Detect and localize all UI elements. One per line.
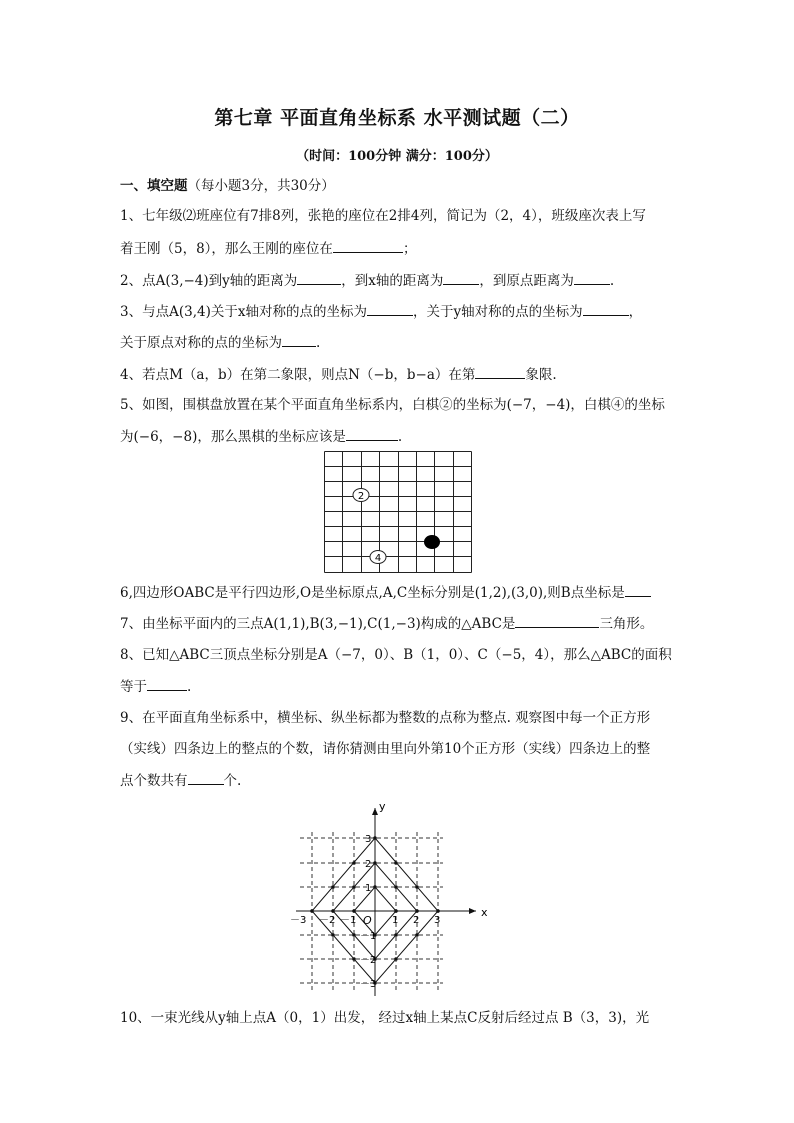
black-stone — [424, 535, 440, 549]
white-stone-label: 4 — [374, 553, 382, 564]
question-6-text: 6,四边形OABC是平行四边形,O是坐标原点,A,C坐标分别是(1,2),(3,0),则B点坐标是 — [120, 585, 625, 601]
x-tick-label: 2 — [413, 915, 420, 926]
y-tick-label: 2 — [365, 859, 372, 870]
go-board-figure — [324, 451, 472, 573]
question-7-text-a: 7、由坐标平面内的三点A(1,1),B(3,−1),C(1,−3)构成的△ABC是 — [120, 616, 516, 632]
x-tick-label: －1 — [340, 915, 357, 926]
section-note: （每小题3分，共30分） — [187, 178, 335, 194]
question-4-text-a: 4、若点M（a，b）在第二象限，则点N（−b，b−a）在第 — [120, 367, 476, 383]
answer-blank[interactable] — [346, 426, 398, 441]
answer-blank[interactable] — [297, 270, 341, 285]
question-3-text-c: ， — [628, 304, 643, 320]
y-tick-label: －3 — [360, 979, 377, 990]
axes — [296, 808, 476, 996]
section-heading — [120, 176, 335, 196]
y-tick-label: 1 — [365, 883, 372, 894]
white-stone-2 — [353, 489, 369, 503]
y-tick-labels — [360, 834, 376, 990]
y-axis-label: y — [379, 800, 386, 813]
question-2-text-b: ，到x轴的距离为 — [341, 273, 444, 289]
y-tick-label: －1 — [360, 931, 377, 942]
section-name: 一、填空题 — [120, 178, 188, 194]
question-3-text-b: ，关于y轴对称的点的坐标为 — [412, 304, 583, 320]
answer-blank[interactable] — [188, 770, 224, 785]
question-7-text-b: 三角形。 — [599, 616, 654, 632]
question-3-text-a: 3、与点A(3,4)关于x轴对称的点的坐标为 — [120, 304, 367, 320]
question-2-text-a: 2、点A(3,−4)到y轴的距离为 — [120, 273, 298, 289]
go-board-grid — [325, 452, 472, 573]
question-5-end: . — [397, 429, 403, 445]
integer-points-figure — [288, 800, 498, 996]
question-9-text: 点个数共有 — [120, 773, 188, 789]
question-3-line-1 — [120, 301, 642, 322]
question-5-text: 为(−6，−8)，那么黑棋的坐标应该是 — [120, 429, 346, 445]
answer-blank[interactable] — [475, 364, 525, 379]
question-8-line-1: 8、已知△ABC三顶点坐标分别是A（−7，0）、B（1，0）、C（−5，4），那么△ABC的面积 — [120, 647, 672, 663]
y-tick-label: 3 — [365, 834, 372, 845]
x-axis-label: x — [481, 906, 488, 919]
x-tick-label: －3 — [290, 915, 307, 926]
x-tick-label: －2 — [319, 915, 336, 926]
question-3-line-2 — [120, 332, 320, 353]
x-tick-label: 3 — [434, 915, 441, 926]
question-1-end: ； — [402, 241, 417, 257]
question-9-line-2: （实线）四条边上的整点的个数，请你猜测由里向外第10个正方形（实线）四条边上的整 — [120, 741, 651, 757]
question-8-end: . — [187, 679, 192, 695]
answer-blank[interactable] — [625, 582, 651, 597]
question-4-text-b: 象限. — [525, 367, 557, 383]
answer-blank[interactable] — [282, 332, 316, 347]
x-axis-arrow-icon — [469, 908, 476, 914]
answer-blank[interactable] — [583, 301, 629, 316]
question-6 — [120, 582, 651, 603]
answer-blank[interactable] — [333, 238, 403, 253]
exam-info: （时间：100分钟 满分：100分） — [296, 149, 498, 164]
question-9-line-1: 9、在平面直角坐标系中，横坐标、纵坐标都为整数的点称为整点. 观察图中每一个正方形 — [120, 710, 651, 726]
question-10-line-1: 10、一束光线从y轴上点A（0，1）出发， 经过x轴上某点C反射后经过点 B（3，3)，光 — [120, 1010, 650, 1026]
answer-blank[interactable] — [574, 270, 610, 285]
y-axis-arrow-icon — [372, 808, 378, 815]
answer-blank[interactable] — [147, 676, 187, 691]
question-1-text: 着王刚（5，8），那么王刚的座位在 — [120, 241, 333, 257]
y-tick-label: －2 — [360, 955, 377, 966]
question-3-text-d: 关于原点对称的点的坐标为 — [120, 335, 282, 351]
question-5-line-2 — [120, 426, 402, 447]
question-4 — [120, 364, 557, 385]
question-9-line-3 — [120, 770, 241, 791]
answer-blank[interactable] — [367, 301, 413, 316]
question-9-end: 个. — [223, 773, 242, 789]
question-2 — [120, 270, 614, 291]
question-1-line-1: 1、七年级⑵班座位有7排8列，张艳的座位在2排4列，简记为（2，4），班级座次表上写 — [120, 208, 646, 224]
answer-blank[interactable] — [443, 270, 479, 285]
question-2-text-c: ，到原点距离为 — [479, 273, 574, 289]
origin-label: O — [363, 914, 372, 927]
question-2-text-d: . — [609, 273, 615, 289]
question-5-line-1: 5、如图，围棋盘放置在某个平面直角坐标系内，白棋②的坐标为(−7，−4)，白棋④的坐标 — [120, 397, 665, 413]
white-stone-label: 2 — [357, 491, 365, 502]
question-8-line-2 — [120, 676, 191, 697]
question-1-line-2 — [120, 238, 416, 259]
question-8-text: 等于 — [120, 679, 147, 695]
page-title: 第七章 平面直角坐标系 水平测试题（二） — [214, 107, 580, 129]
x-tick-label: 1 — [392, 915, 399, 926]
white-stone-4 — [370, 551, 386, 565]
question-3-text-e: . — [316, 335, 321, 351]
answer-blank[interactable] — [515, 613, 599, 628]
question-7 — [120, 613, 653, 634]
